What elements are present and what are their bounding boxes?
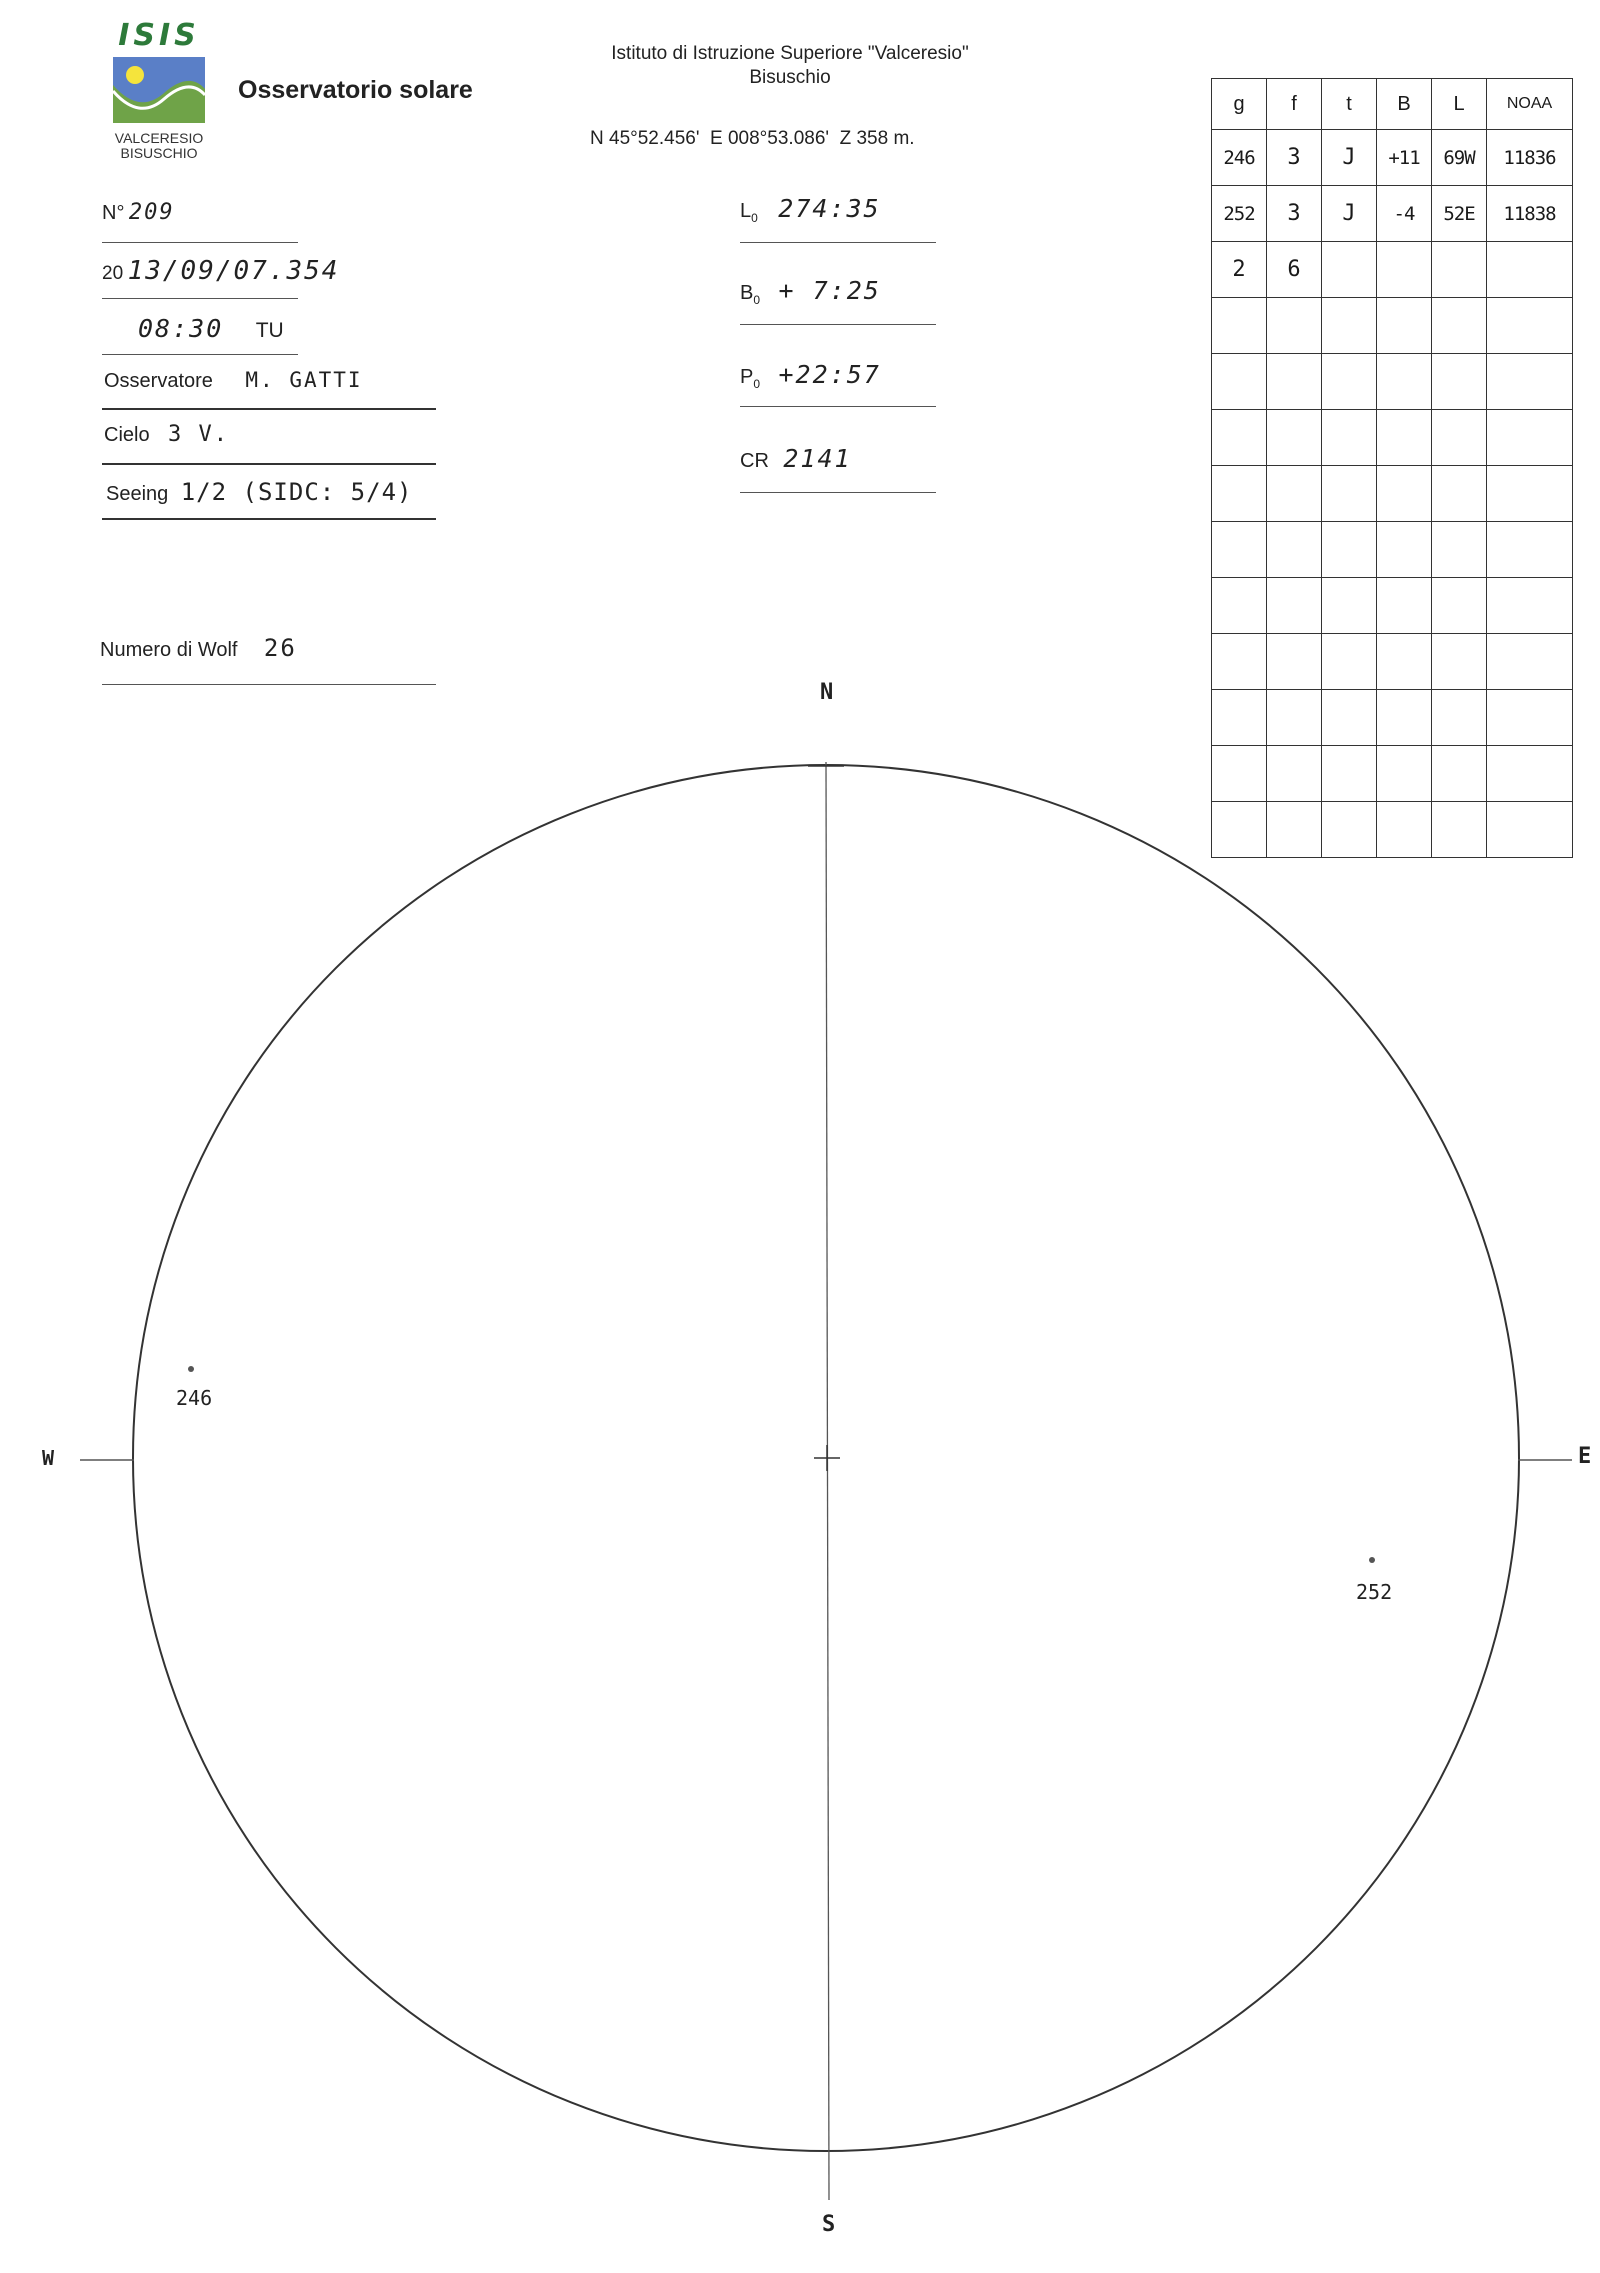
header-g: g [1212,79,1267,130]
cr-value: 2141 [783,444,852,473]
date-value: 13/09/07.354 [127,256,340,286]
header-t: t [1322,79,1377,130]
cr-label: CR [740,450,769,472]
sunspot-label: 246 [176,1386,213,1410]
site-coordinates: N 45°52.456' E 008°53.086' Z 358 m. [590,128,915,149]
header-noaa: NOAA [1487,79,1573,130]
l0-label: $L_0$ [740,200,758,225]
b0-value: + 7:25 [778,276,881,305]
cell-b: -4 [1377,186,1432,242]
cell-l: 52E [1432,186,1487,242]
label-west: W [42,1446,57,1470]
sunspot-marker [1369,1557,1375,1563]
cell-g: 252 [1212,186,1267,242]
institute-line2: Bisuschio [749,67,831,88]
cell-noaa: 11838 [1487,186,1573,242]
total-groups: 2 [1212,242,1267,298]
sunspot-label: 252 [1356,1580,1393,1604]
total-spots: 6 [1267,242,1322,298]
logo-text: ISIS [118,18,200,53]
cell-t: J [1322,186,1377,242]
observer-label: Osservatore [104,370,213,392]
label-south: S [822,2212,838,2237]
institute-line1: Istituto di Istruzione Superiore "Valceresio" [611,43,969,64]
cell-t: J [1322,130,1377,186]
sky-label: Cielo [104,424,150,446]
wolf-value: 26 [263,634,297,662]
sky-value: 3 V. [168,422,230,447]
date-prefix: 20 [102,263,124,284]
header-f: f [1267,79,1322,130]
logo-sub-line2: BISUSCHIO [120,145,198,161]
cell-g: 246 [1212,130,1267,186]
observation-number-label: N° [102,202,125,224]
p0-value: +22:57 [778,360,881,389]
p0-label: $P_0$ [740,366,761,391]
time-value: 08:30 [138,314,224,343]
time-unit: TU [255,319,284,342]
seeing-value: 1/2 (SIDC: 5/4) [180,478,413,506]
cell-noaa: 11836 [1487,130,1573,186]
wolf-label: Numero di Wolf [100,639,238,661]
l0-value: 274:35 [778,194,881,223]
label-east: E [1578,1444,1594,1469]
header-b: B [1377,79,1432,130]
logo-sub-line1: VALCERESIO [114,130,204,146]
seeing-label: Seeing [106,483,169,505]
b0-label: $B_0$ [740,282,761,307]
north-south-axis [826,762,829,2200]
observatory-title: Osservatorio solare [238,76,473,104]
cell-f: 3 [1267,186,1322,242]
sunspot-marker [188,1366,194,1372]
cell-b: +11 [1377,130,1432,186]
cell-l: 69W [1432,130,1487,186]
label-north: N [820,680,836,705]
cell-f: 3 [1267,130,1322,186]
header-l: L [1432,79,1487,130]
observation-number-value: 209 [128,200,175,225]
observer-value: M. GATTI [245,368,363,392]
